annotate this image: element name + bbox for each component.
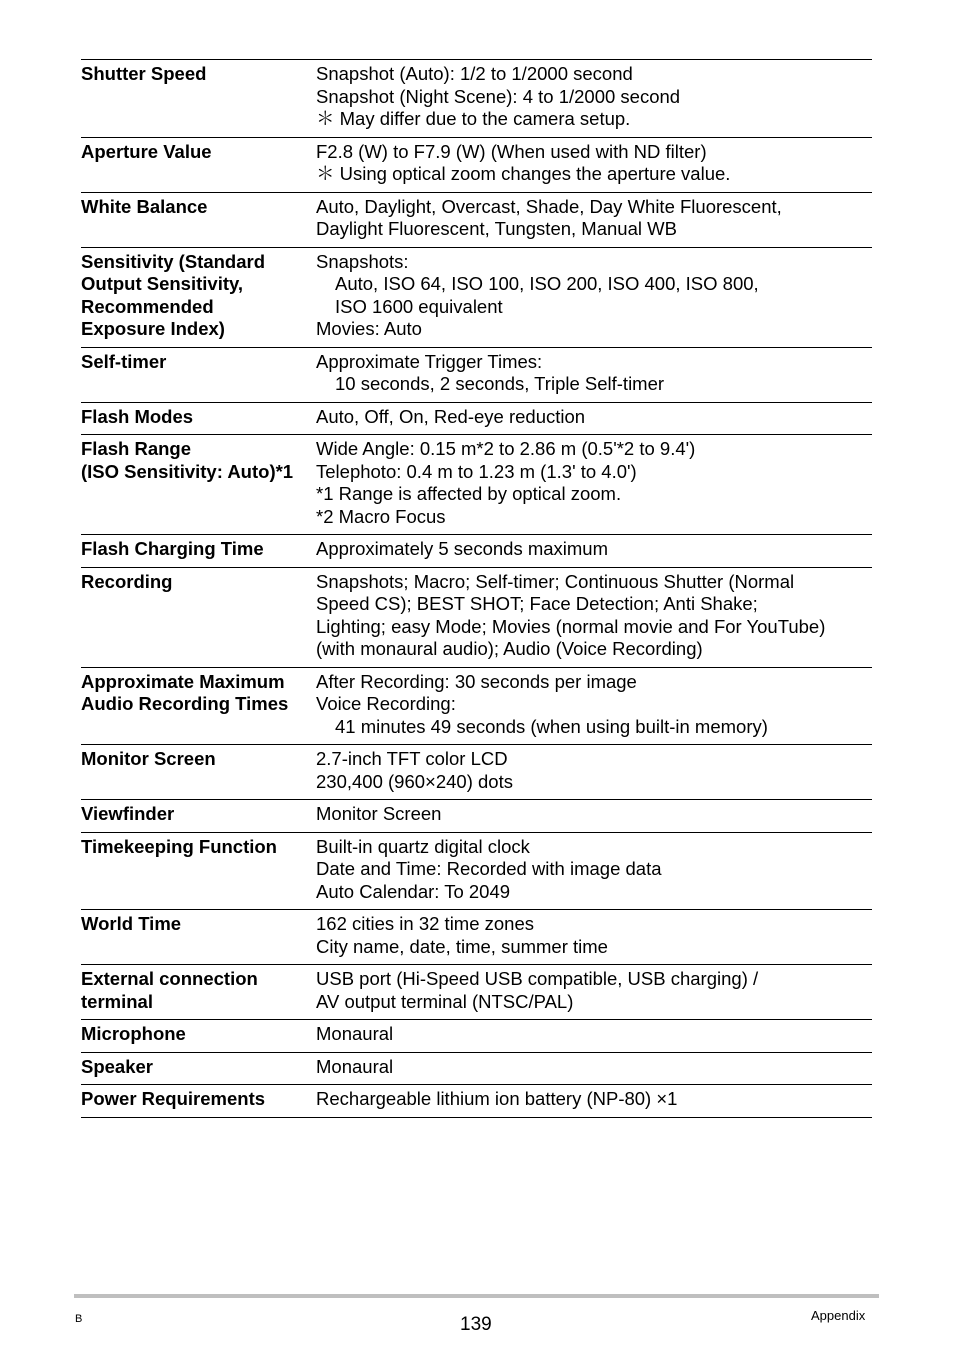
spec-label-line: Flash Charging Time <box>81 538 264 559</box>
spec-value <box>316 196 872 241</box>
spec-value <box>316 141 872 186</box>
spec-label <box>81 196 316 241</box>
spec-value-line: Built-in quartz digital clock <box>316 835 530 857</box>
footer-section-name: Appendix <box>811 1308 866 1323</box>
spec-label <box>81 748 316 793</box>
spec-row <box>81 403 872 436</box>
spec-value-line: Lighting; easy Mode; Movies (normal movie and For YouTube) <box>316 615 826 637</box>
spec-value-line: Wide Angle: 0.15 m*2 to 2.86 m (0.5'*2 to 9.4') <box>316 438 696 459</box>
spec-value <box>316 438 872 528</box>
spec-value <box>316 671 872 739</box>
spec-row <box>81 910 872 965</box>
spec-label <box>81 836 316 904</box>
spec-value-line: Approximately 5 seconds maximum <box>316 538 608 559</box>
page-number: 139 <box>460 1314 492 1335</box>
spec-row <box>81 1085 872 1118</box>
spec-value <box>316 63 872 131</box>
spec-label-line: terminal <box>81 990 153 1012</box>
spec-value-line: Auto, ISO 64, ISO 100, ISO 200, ISO 400, ISO 800, <box>335 273 759 294</box>
spec-value <box>316 1023 872 1046</box>
spec-label-line: (ISO Sensitivity: Auto)*1 <box>81 460 294 482</box>
spec-value-line: Auto, Off, On, Red-eye reduction <box>316 405 586 427</box>
spec-value-line: City name, date, time, summer time <box>316 935 608 957</box>
spec-label <box>81 438 316 528</box>
spec-label-line: Power Requirements <box>81 1088 266 1109</box>
spec-label <box>81 251 316 341</box>
spec-value-line: Monitor Screen <box>316 803 442 824</box>
spec-value <box>316 406 872 429</box>
spec-value <box>316 913 872 958</box>
spec-label <box>81 141 316 186</box>
spec-label <box>81 351 316 396</box>
spec-row <box>81 1020 872 1053</box>
spec-value-line: ＊ Using optical zoom changes the aperture value. <box>316 163 731 184</box>
spec-label <box>81 1056 316 1079</box>
spec-value <box>316 351 872 396</box>
spec-value-line: Telephoto: 0.4 m to 1.23 m (1.3' to 4.0') <box>316 460 637 482</box>
spec-value <box>316 1088 872 1111</box>
spec-label-line: Flash Modes <box>81 405 194 427</box>
spec-row <box>81 568 872 668</box>
spec-label <box>81 1023 316 1046</box>
spec-value-line: 162 cities in 32 time zones <box>316 913 535 934</box>
spec-value-line: ISO 1600 equivalent <box>335 295 503 317</box>
spec-label <box>81 1088 316 1111</box>
spec-row <box>81 348 872 403</box>
spec-label-line: Viewfinder <box>81 803 175 824</box>
spec-value-line: Monaural <box>316 1055 394 1077</box>
spec-value-line: Snapshot (Auto): 1/2 to 1/2000 second <box>316 63 633 84</box>
footer-divider <box>74 1294 879 1298</box>
spec-row <box>81 833 872 911</box>
spec-row <box>81 800 872 833</box>
footer-left-mark: B <box>75 1313 83 1325</box>
spec-row <box>81 248 872 348</box>
spec-value-line: Rechargeable lithium ion battery (NP-80) ×1 <box>316 1088 678 1109</box>
spec-value <box>316 836 872 904</box>
spec-row <box>81 668 872 746</box>
spec-value-line: AV output terminal (NTSC/PAL) <box>316 990 574 1012</box>
spec-row <box>81 535 872 568</box>
spec-label-line: Output Sensitivity, <box>81 273 244 294</box>
spec-label <box>81 803 316 826</box>
spec-value-line: 230,400 (960×240) dots <box>316 770 513 792</box>
spec-value-line: 10 seconds, 2 seconds, Triple Self-timer <box>335 373 665 394</box>
spec-label-line: Aperture Value <box>81 140 212 162</box>
spec-value-line: 41 minutes 49 seconds (when using built-in memory) <box>335 715 768 737</box>
spec-value-line: Date and Time: Recorded with image data <box>316 858 662 879</box>
spec-value <box>316 1056 872 1079</box>
spec-label-line: World Time <box>81 913 182 934</box>
spec-value-line: After Recording: 30 seconds per image <box>316 670 637 692</box>
spec-label-line: Microphone <box>81 1023 186 1044</box>
spec-label <box>81 671 316 739</box>
spec-label-line: Monitor Screen <box>81 748 216 769</box>
spec-row <box>81 138 872 193</box>
spec-value-line: *1 Range is affected by optical zoom. <box>316 483 622 504</box>
spec-value-line: Auto Calendar: To 2049 <box>316 880 511 902</box>
spec-value-line: Auto, Daylight, Overcast, Shade, Day White Fluorescent, <box>316 195 782 217</box>
specifications-table <box>81 59 872 1118</box>
spec-row <box>81 193 872 248</box>
spec-value-line: Snapshots: <box>316 250 409 272</box>
spec-label-line: External connection <box>81 968 258 989</box>
spec-value <box>316 571 872 661</box>
spec-value-line: Voice Recording: <box>316 693 456 714</box>
spec-row <box>81 745 872 800</box>
spec-value-line: Speed CS); BEST SHOT; Face Detection; Anti Shake; <box>316 593 758 614</box>
spec-row <box>81 965 872 1020</box>
spec-label-line: Timekeeping Function <box>81 835 277 857</box>
spec-value-line: *2 Macro Focus <box>316 505 446 527</box>
spec-label <box>81 538 316 561</box>
spec-value-line: Snapshots; Macro; Self-timer; Continuous Shutter (Normal <box>316 570 795 592</box>
spec-label-line: Speaker <box>81 1055 153 1077</box>
spec-label-line: Exposure Index) <box>81 318 225 339</box>
spec-value-line: Approximate Trigger Times: <box>316 350 543 372</box>
spec-value-line: (with monaural audio); Audio (Voice Recording) <box>316 638 703 659</box>
spec-value <box>316 748 872 793</box>
spec-label-line: White Balance <box>81 195 208 217</box>
spec-label <box>81 63 316 131</box>
spec-label-line: Sensitivity (Standard <box>81 250 266 272</box>
spec-value <box>316 968 872 1013</box>
spec-value <box>316 251 872 341</box>
spec-value-line: 2.7-inch TFT color LCD <box>316 748 508 769</box>
spec-row <box>81 60 872 138</box>
spec-value-line: USB port (Hi-Speed USB compatible, USB charging) / <box>316 968 759 989</box>
spec-value-line: Monaural <box>316 1023 394 1044</box>
spec-label <box>81 968 316 1013</box>
spec-label-line: Flash Range <box>81 438 191 459</box>
spec-label-line: Recording <box>81 570 173 592</box>
spec-value-line: ＊ May differ due to the camera setup. <box>316 108 631 129</box>
spec-label-line: Shutter Speed <box>81 63 207 84</box>
spec-label-line: Approximate Maximum <box>81 670 285 692</box>
spec-value <box>316 803 872 826</box>
spec-value-line: F2.8 (W) to F7.9 (W) (When used with ND filter) <box>316 140 707 162</box>
spec-label-line: Recommended <box>81 295 214 317</box>
spec-row <box>81 435 872 535</box>
spec-label <box>81 913 316 958</box>
spec-value <box>316 538 872 561</box>
spec-value-line: Snapshot (Night Scene): 4 to 1/2000 second <box>316 85 681 107</box>
spec-value-line: Daylight Fluorescent, Tungsten, Manual WB <box>316 218 677 239</box>
spec-row <box>81 1053 872 1086</box>
spec-label-line: Audio Recording Times <box>81 693 289 714</box>
spec-value-line: Movies: Auto <box>316 318 422 339</box>
spec-label <box>81 571 316 661</box>
spec-label <box>81 406 316 429</box>
spec-label-line: Self-timer <box>81 350 167 372</box>
